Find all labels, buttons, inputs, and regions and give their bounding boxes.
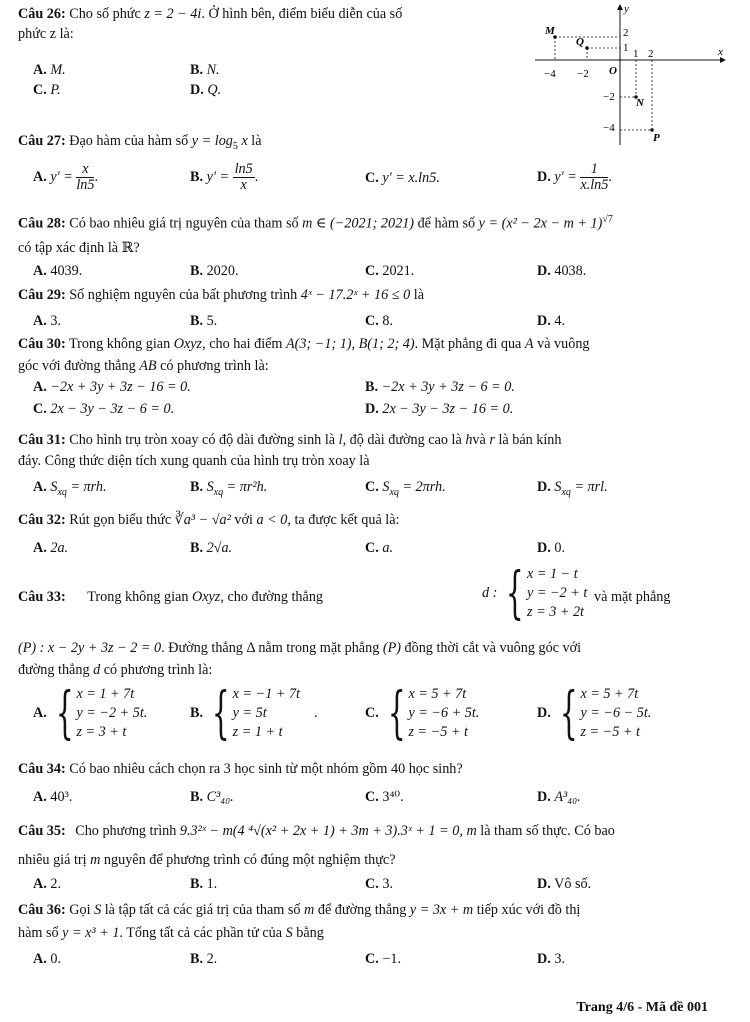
q31-text4: là bán kính	[498, 432, 562, 448]
q32-expr: ∛a³ − √a²	[174, 512, 231, 528]
q26-option-d[interactable]: D. Q.	[190, 82, 222, 98]
tick-x2: 2	[648, 48, 654, 60]
q32-text2: với	[234, 512, 253, 528]
q27-option-a[interactable]: A. y' = $\frac{x}{\ln 5}$ .	[33, 161, 99, 193]
q31-line1	[18, 432, 561, 449]
q30-a: A	[524, 336, 534, 352]
q35-option-c[interactable]: C. 3.	[365, 876, 393, 892]
label-x: x	[718, 46, 723, 58]
q31-label: Câu 31:	[18, 432, 66, 448]
q36-fn: y = x³ + 1	[62, 925, 120, 941]
q36-option-b[interactable]: B. 2.	[190, 951, 218, 967]
q33-option-b[interactable]: B. { x = −1 + 7t y = 5t z = 1 + t .	[190, 680, 318, 746]
q27-label: Câu 27:	[18, 133, 66, 149]
q28-label: Câu 28:	[18, 215, 66, 232]
q33-oxyz: Oxyz	[191, 589, 221, 605]
q36-line1	[18, 902, 580, 919]
q29-option-c[interactable]: C. 8.	[365, 313, 393, 329]
q27-line1	[18, 133, 262, 152]
q32-option-d[interactable]: D. 0.	[537, 540, 565, 556]
q30-text3: . Mặt phẳng đi qua	[414, 336, 522, 352]
q36-line: y = 3x + m	[409, 902, 474, 918]
q33-dd: d	[93, 662, 101, 678]
q30-option-b[interactable]: B. −2x + 3y + 3z − 6 = 0.	[365, 379, 515, 395]
label-o: O	[609, 65, 617, 77]
q36-m: m	[304, 902, 315, 918]
q28-expr2: y = (x² − 2x − m + 1)	[478, 215, 603, 232]
q33-line3	[18, 662, 212, 679]
q36-s: S	[94, 902, 102, 918]
label-p: P	[653, 132, 660, 144]
q35-text2: là tham số thực. Có bao	[480, 823, 615, 839]
q36-option-a[interactable]: A. 0.	[33, 951, 61, 967]
q33-text2: , cho đường thẳng	[220, 589, 324, 605]
q34-text: Có bao nhiêu cách chọn ra 3 học sinh từ một nhóm gồm 40 học sinh?	[69, 761, 463, 777]
q27-option-b[interactable]: B. y' = $\frac{\ln 5}{x}$ .	[190, 161, 259, 193]
q31-l: l	[338, 432, 343, 448]
q31-option-d[interactable]: D. $S_{xq} = \pi rl$.	[537, 479, 608, 498]
q31-option-a[interactable]: A. $S_{xq} = \pi rh$.	[33, 479, 107, 498]
q28-line1	[18, 214, 613, 233]
tick-ym4: −4	[603, 122, 615, 134]
q36-line2	[18, 925, 324, 942]
q29-label: Câu 29:	[18, 287, 66, 303]
q27-option-d[interactable]: D. y' = $\frac{1}{x.\ln 5}$ .	[537, 161, 612, 193]
q26-option-b[interactable]: B. N.	[190, 62, 220, 78]
complex-plane-figure	[530, 0, 730, 150]
q31-h: h	[465, 432, 473, 448]
q28-exp: √7	[602, 214, 613, 225]
q27-expr: y = log	[191, 133, 233, 149]
q31-option-b[interactable]: B. $S_{xq} = \pi r^2h$.	[190, 479, 268, 498]
q30-text4: và vuông	[537, 336, 590, 352]
q31-text2: , độ dài đường cao là	[342, 432, 462, 448]
q36-text5: hàm số	[18, 925, 59, 941]
q35-label: Câu 35:	[18, 823, 66, 839]
q27-base: 5	[232, 140, 238, 152]
label-q: Q	[576, 36, 584, 48]
q33-text4: . Đường thẳng Δ nằm trong mặt phẳng	[161, 640, 380, 656]
label-y: y	[624, 3, 629, 15]
q29-expr: 4ˣ − 17.2ˣ + 16 ≤ 0	[300, 287, 411, 303]
q32-text1: Rút gọn biểu thức	[69, 512, 172, 528]
q28-text1: Có bao nhiêu giá trị nguyên của tham số	[69, 215, 299, 232]
q27-tail: là	[251, 133, 262, 149]
label-n: N	[636, 97, 644, 109]
q32-option-a[interactable]: A. 2a.	[33, 540, 69, 556]
q30-text1: Trong không gian	[69, 336, 171, 352]
q29-option-b[interactable]: B. 5.	[190, 313, 218, 329]
q26-text3: phức z là:	[18, 26, 74, 42]
q31-r: r	[489, 432, 495, 448]
q35-line2	[18, 852, 396, 869]
q36-text4: tiếp xúc với đồ thị	[476, 902, 581, 918]
q35-text4: nguyên để phương trình có đúng một nghiệm thực?	[103, 852, 396, 868]
q34-label: Câu 34:	[18, 761, 66, 777]
q35-text3: nhiêu giá trị	[18, 852, 87, 868]
q29-option-a[interactable]: A. 3.	[33, 313, 61, 329]
q28-option-d[interactable]: D. 4038.	[537, 263, 587, 279]
q30-line1	[18, 336, 590, 353]
q36-option-c[interactable]: C. −1.	[365, 951, 401, 967]
q36-option-d[interactable]: D. 3.	[537, 951, 565, 967]
q33-label: Câu 33:	[18, 589, 66, 605]
q30-pts: A(3; −1; 1), B(1; 2; 4)	[286, 336, 415, 352]
q26-line1	[18, 6, 402, 23]
q32-line1	[18, 512, 399, 529]
q30-text5: góc với đường thẳng	[18, 358, 136, 374]
q30-option-a[interactable]: A. −2x + 3y + 3z − 16 = 0.	[33, 379, 191, 395]
q34-option-d[interactable]: D. A³₄₀.	[537, 789, 581, 805]
q29-line1	[18, 287, 424, 304]
q31-text1: Cho hình trụ tròn xoay có độ dài đường sinh là	[69, 432, 336, 448]
q33-text6: đường thẳng	[18, 662, 90, 678]
q36-label: Câu 36:	[18, 902, 66, 918]
q33-option-d[interactable]: D. { x = 5 + 7t y = −6 − 5t. z = −5 + t	[537, 680, 652, 746]
q29-text1: Số nghiệm nguyên của bất phương trình	[69, 287, 298, 303]
q28-option-a[interactable]: A. 4039.	[33, 263, 83, 279]
q26-option-a[interactable]: A. M.	[33, 62, 66, 78]
q35-m: m	[90, 852, 101, 868]
q30-oxyz: Oxyz	[173, 336, 203, 352]
q33-line2	[18, 640, 581, 657]
tick-y1: 1	[623, 42, 629, 54]
q30-text6: có phương trình là:	[160, 358, 269, 374]
q27-expr2: x	[237, 133, 248, 149]
q31-option-c[interactable]: C. $S_{xq} = 2\pi rh$.	[365, 479, 446, 498]
q31-text5: đáy. Công thức diện tích xung quanh của hình trụ tròn xoay là	[18, 453, 370, 469]
q35-option-a[interactable]: A. 2.	[33, 876, 61, 892]
q33-option-a[interactable]: A. { x = 1 + 7t y = −2 + 5t. z = 3 + t	[33, 680, 148, 746]
q35-text1: Cho phương trình	[75, 823, 177, 839]
q34-option-c[interactable]: C. 3⁴⁰.	[365, 789, 404, 805]
q31-text3: và	[472, 432, 486, 448]
q30-line2	[18, 358, 269, 375]
q27-text: Đạo hàm của hàm số	[69, 133, 189, 149]
q36-text2: là tập tất cả các giá trị của tham số	[104, 902, 301, 918]
q35-line1	[18, 823, 615, 840]
point-q	[585, 46, 589, 50]
q33-option-c[interactable]: C. { x = 5 + 7t y = −6 + 5t. z = −5 + t	[365, 680, 480, 746]
q36-text3: để đường thẳng	[317, 902, 407, 918]
q26-option-c[interactable]: C. P.	[33, 82, 61, 98]
q26-text1: Cho số phức	[69, 6, 141, 22]
q33-text5: đồng thời cắt và vuông góc với	[404, 640, 582, 656]
q26-expr: z = 2 − 4i	[144, 6, 202, 22]
tick-xm2: −2	[577, 68, 589, 80]
q30-label: Câu 30:	[18, 336, 66, 352]
q32-option-b[interactable]: B. 2√a.	[190, 540, 233, 556]
q28-option-c[interactable]: C. 2021.	[365, 263, 415, 279]
q32-option-c[interactable]: C. a.	[365, 540, 393, 556]
q28-option-b[interactable]: B. 2020.	[190, 263, 239, 279]
q33-p: (P) : x − 2y + 3z − 2 = 0	[18, 640, 162, 656]
page-footer: Trang 4/6 - Mã đề 001	[576, 1000, 708, 1015]
q36-text7: bằng	[296, 925, 324, 941]
q36-text6: . Tổng tất cả các phần tử của	[119, 925, 283, 941]
q29-option-d[interactable]: D. 4.	[537, 313, 565, 329]
q26-label: Câu 26:	[18, 6, 66, 22]
q27-option-c[interactable]: C. y' = x.ln5.	[365, 170, 440, 186]
q32-label: Câu 32:	[18, 512, 66, 528]
q32-cond: a < 0	[256, 512, 288, 528]
q28-text3: có tập xác định là ℝ?	[18, 240, 140, 256]
q34-option-a[interactable]: A. 40³.	[33, 789, 73, 805]
tick-xm4: −4	[544, 68, 556, 80]
q30-option-d[interactable]: D. 2x − 3y − 3z − 16 = 0.	[365, 401, 514, 417]
tick-x1: 1	[633, 48, 639, 60]
tick-ym2: −2	[603, 91, 615, 103]
q35-option-d[interactable]: D. Vô số.	[537, 876, 592, 892]
q28-expr1: m ∈ (−2021; 2021)	[302, 215, 415, 232]
q33-text1: Trong không gian	[87, 589, 189, 605]
q34-option-b[interactable]: B. C³₄₀.	[190, 789, 234, 805]
q33-line1	[18, 589, 323, 606]
q34-line1	[18, 761, 463, 778]
q36-s2: S	[285, 925, 293, 941]
q29-text2: là	[413, 287, 425, 303]
tick-y2: 2	[623, 27, 629, 39]
q33-p2: (P)	[382, 640, 401, 656]
q33-text3: và mặt phẳng	[594, 589, 671, 605]
q36-text1: Gọi	[69, 902, 91, 918]
q30-text2: , cho hai điểm	[202, 336, 283, 352]
q30-ab: AB	[139, 358, 157, 374]
q33-text7: có phương trình là:	[103, 662, 213, 678]
q35-expr: 9.3²ˣ − m(4 ⁴√(x² + 2x + 1) + 3m + 3).3ˣ + 1 = 0, m	[179, 823, 477, 839]
q30-option-c[interactable]: C. 2x − 3y − 3z − 6 = 0.	[33, 401, 175, 417]
q35-option-b[interactable]: B. 1.	[190, 876, 218, 892]
q32-text3: , ta được kết quả là:	[287, 512, 400, 528]
q28-text2: để hàm số	[417, 215, 476, 232]
label-m: M	[545, 25, 555, 37]
q26-text2: . Ở hình bên, điểm biểu diễn của số	[201, 6, 403, 22]
q33-line-d: d : { x = 1 − t y = −2 + t z = 3 + 2t	[482, 560, 588, 626]
